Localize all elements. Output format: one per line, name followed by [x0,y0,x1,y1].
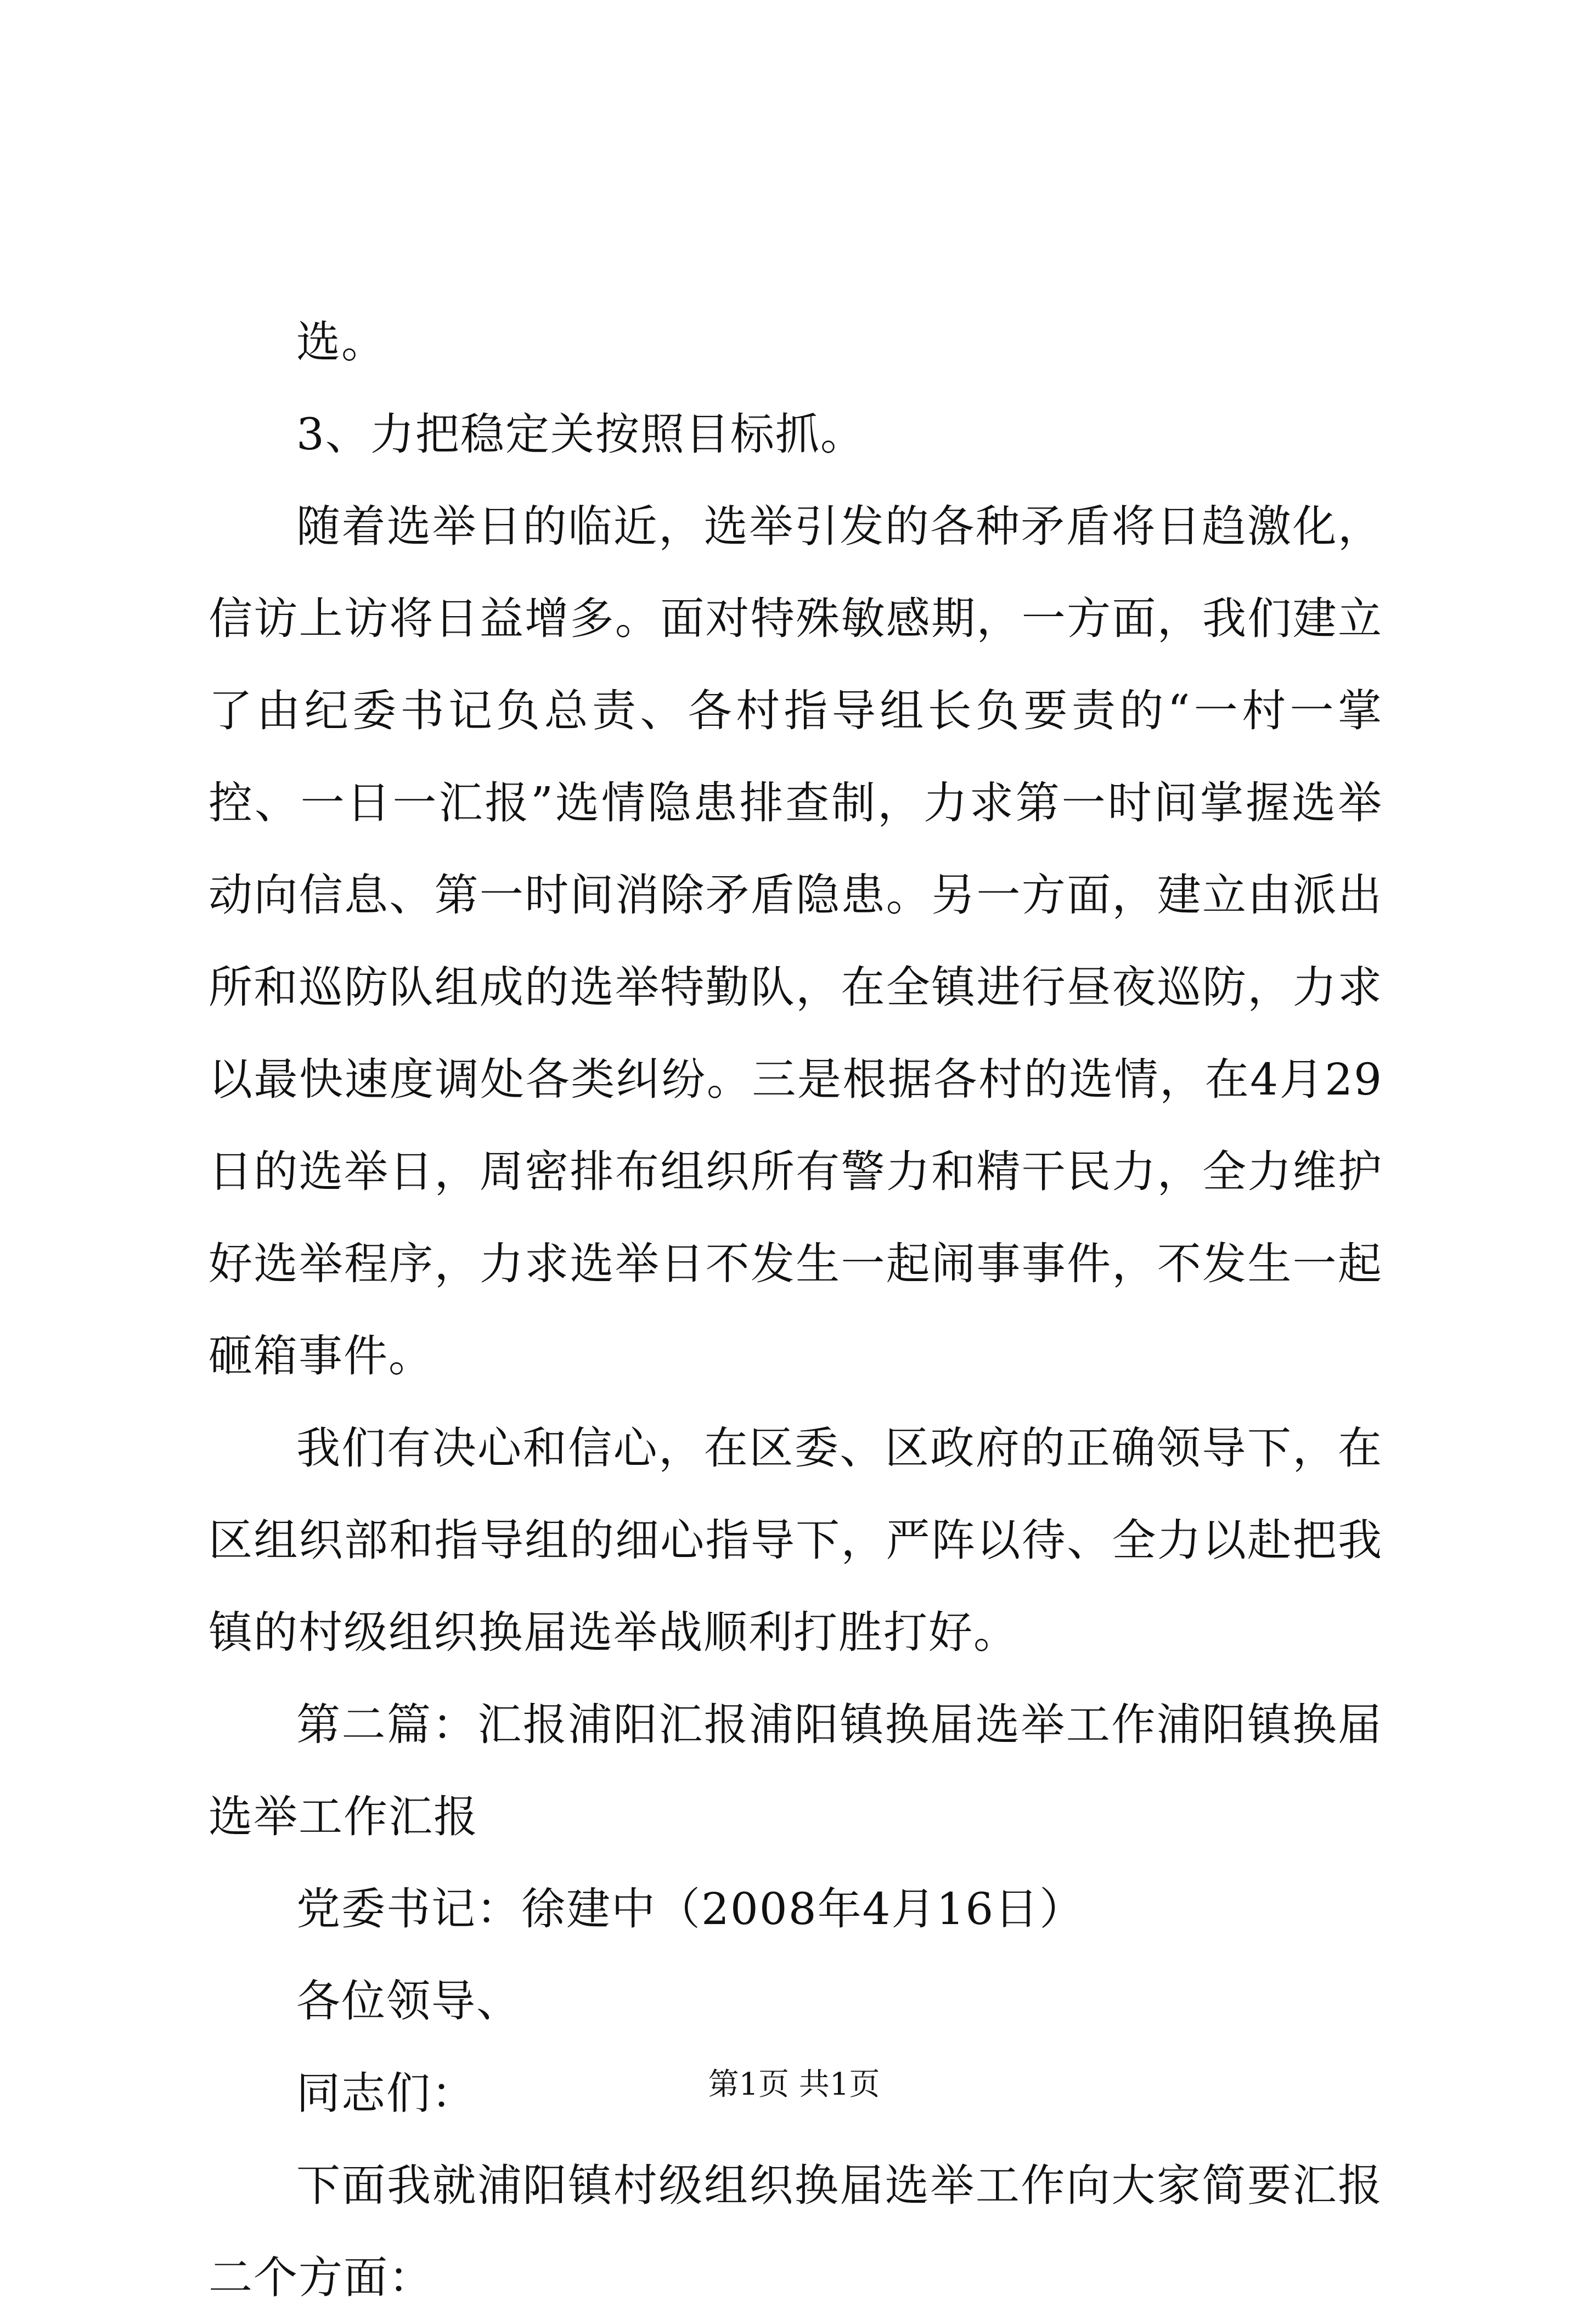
paragraph-salutation-leaders: 各位领导、 [296,1976,521,2027]
paragraph-determination: 我们有决心和信心，在区委、区政府的正确领导下，在区组织部和指导组的细心指导下，严阵以待、全力以赴把我镇的村级组织换届选举战顺利打胜打好。 [209,1423,1383,1658]
paragraph-continuation: 选。 [296,317,386,368]
page-footer: 第1页 共1页 [708,2067,880,2102]
paragraph-intro: 下面我就浦阳镇村级组织换届选举工作向大家简要汇报二个方面： [209,2160,1383,2303]
paragraph-salutation-comrades: 同志们： [296,2068,476,2119]
paragraph-stability: 随着选举日的临近，选举引发的各种矛盾将日趋激化，信访上访将日益增多。面对特殊敏感期，一方面，我们建立了由纪委书记负总责、各村指导组长负要责的“一村一掌控、一日一汇报”选情隐患排查制，力求第一时间掌握选举动向信息、第一时间消除矛盾隐患。另一方面，建立由派出所和巡防队组成的选举特勤队，在全镇进行昼夜巡防，力求以最快速度调处各类纠纷。三是根据各村的选情，在4月29日的选举日，周密排布组织所有警力和精干民力，全力维护好选举程序，力求选举日不发生一起闹事事件，不发生一起砸箱事件。 [209,501,1383,1381]
paragraph-author-date: 党委书记：徐建中（2008年4月16日） [296,1883,1085,1934]
paragraph-heading-3: 3、力把稳定关按照目标抓。 [296,409,865,460]
document-body [209,296,1383,2324]
paragraph-second-article-title: 第二篇：汇报浦阳汇报浦阳镇换届选举工作浦阳镇换届选举工作汇报 [209,1699,1383,1842]
